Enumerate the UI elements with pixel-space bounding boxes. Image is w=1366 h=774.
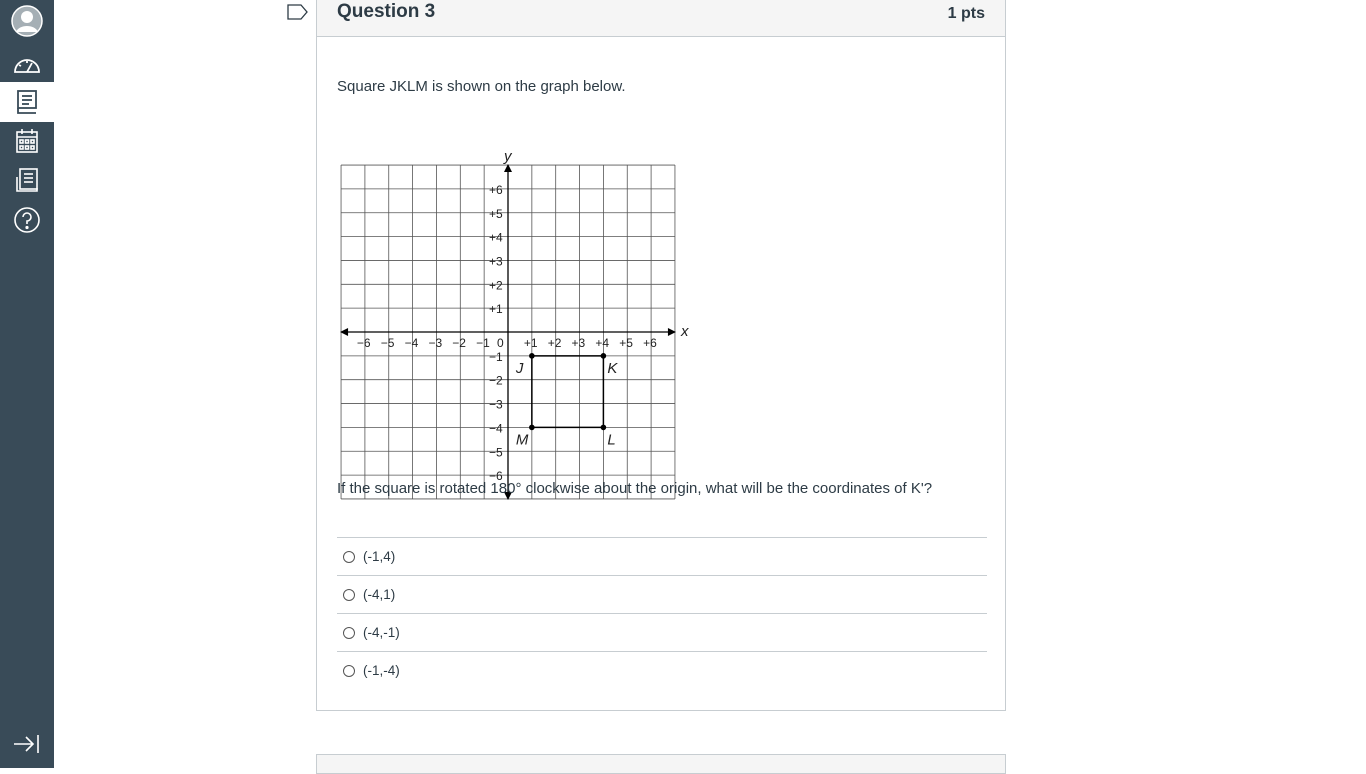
x-tick-label: +3 xyxy=(571,336,586,350)
next-question-card xyxy=(316,754,1006,774)
y-tick-label: +6 xyxy=(489,182,503,197)
question-prompt: If the square is rotated 180° clockwise about the origin, what will be the coordinates of K'? xyxy=(337,480,933,497)
x-tick-label: 0 xyxy=(497,336,504,350)
global-nav xyxy=(0,0,54,768)
vertex-label: L xyxy=(607,431,616,449)
answer-option[interactable] xyxy=(337,651,987,689)
vertex-label: J xyxy=(515,359,524,377)
answer-label: (-1,-4) xyxy=(363,663,400,678)
vertex-label: K xyxy=(607,359,618,377)
vertex-point xyxy=(529,353,535,359)
collapse-icon xyxy=(13,734,41,754)
x-tick-label: −1 xyxy=(476,336,490,350)
answer-radio[interactable] xyxy=(343,665,355,677)
x-tick-label: −6 xyxy=(356,336,371,350)
nav-inbox[interactable] xyxy=(0,160,54,200)
x-tick-label: +1 xyxy=(523,336,538,350)
nav-dashboard[interactable] xyxy=(0,44,54,84)
vertex-point xyxy=(601,353,607,359)
y-tick-label: −5 xyxy=(489,445,503,460)
x-tick-label: −5 xyxy=(380,336,395,350)
nav-courses[interactable] xyxy=(0,82,54,122)
answer-label: (-4,1) xyxy=(363,587,396,602)
flag-question-icon[interactable] xyxy=(287,4,308,25)
inbox-icon xyxy=(14,167,40,193)
nav-help[interactable] xyxy=(0,200,54,240)
question-header xyxy=(317,0,1005,37)
answer-option[interactable] xyxy=(337,613,987,651)
y-tick-label: +1 xyxy=(489,302,503,317)
help-icon xyxy=(13,206,41,234)
courses-icon xyxy=(16,89,38,115)
x-tick-label: +2 xyxy=(547,336,562,350)
nav-calendar[interactable] xyxy=(0,121,54,161)
x-tick-label: −4 xyxy=(404,336,419,350)
y-tick-label: +2 xyxy=(489,278,503,293)
question-text: Square JKLM is shown on the graph below. xyxy=(337,78,626,95)
vertex-point xyxy=(529,425,535,431)
question-card xyxy=(316,0,1006,711)
y-tick-label: +4 xyxy=(489,230,503,245)
coordinate-graph xyxy=(337,112,697,484)
answer-radio[interactable] xyxy=(343,589,355,601)
answer-radio[interactable] xyxy=(343,627,355,639)
question-points: 1 pts xyxy=(947,5,985,22)
y-tick-label: −1 xyxy=(489,349,503,364)
x-tick-label: −2 xyxy=(452,336,466,350)
y-tick-label: −4 xyxy=(489,421,503,436)
answer-option[interactable] xyxy=(337,575,987,613)
x-tick-label: +4 xyxy=(595,336,610,350)
nav-account[interactable] xyxy=(0,1,54,41)
y-tick-label: −2 xyxy=(489,373,503,388)
answer-label: (-4,-1) xyxy=(363,625,400,640)
x-axis-label: x xyxy=(680,323,689,340)
x-tick-label: +6 xyxy=(643,336,657,350)
vertex-label: M xyxy=(515,431,529,449)
question-title: Question 3 xyxy=(337,1,436,22)
x-tick-label: +5 xyxy=(619,336,633,350)
dashboard-icon xyxy=(13,53,41,75)
answer-list xyxy=(337,537,987,689)
calendar-icon xyxy=(15,128,39,154)
y-axis-label: y xyxy=(504,148,512,166)
y-tick-label: +3 xyxy=(489,254,503,269)
y-tick-label: +5 xyxy=(489,206,503,221)
avatar-icon xyxy=(11,5,43,37)
y-tick-label: −3 xyxy=(489,397,503,412)
answer-radio[interactable] xyxy=(343,551,355,563)
nav-collapse[interactable] xyxy=(0,724,54,764)
vertex-point xyxy=(601,425,607,431)
y-tick-label: −6 xyxy=(489,469,503,484)
answer-option[interactable] xyxy=(337,537,987,575)
x-tick-label: −3 xyxy=(428,336,443,350)
answer-label: (-1,4) xyxy=(363,549,396,564)
